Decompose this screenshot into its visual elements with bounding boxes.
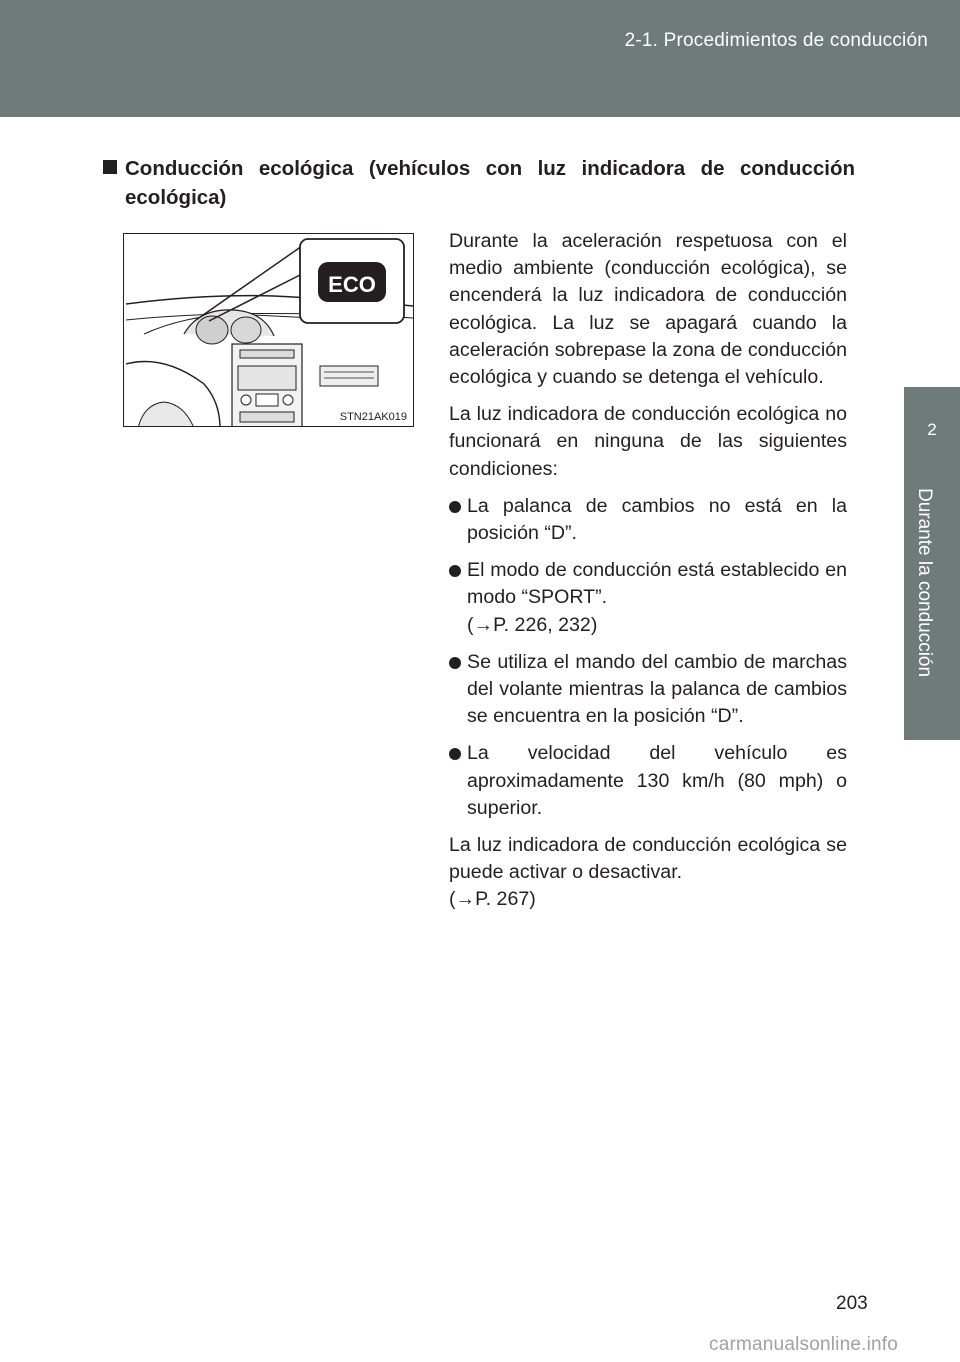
list-item-text: La velocidad del vehículo es aproximadamente 130 km/h (80 mph) o superior. <box>467 742 847 819</box>
bullet-dot-icon <box>449 565 461 577</box>
bullet-dot-icon <box>449 748 461 760</box>
paragraph-1: Durante la aceleración respetuosa con el medio ambiente (conducción ecológica), se encenderá la luz indicadora de conducción ecológica. La luz se apagará cuando la aceleración sobrepase la zona de conducción ecológica y cuando se detenga el vehículo. <box>449 230 847 389</box>
page-reference: (→P. 267) <box>449 888 536 911</box>
section-heading-text: Conducción ecológica (vehículos con luz indicadora de conducción ecológica) <box>125 157 855 209</box>
list-item <box>449 493 847 547</box>
section-heading <box>103 154 855 212</box>
body-text <box>449 228 847 924</box>
bullet-dot-icon <box>449 657 461 669</box>
paragraph-3 <box>449 832 847 914</box>
watermark: carmanualsonline.info <box>709 1334 899 1355</box>
chapter-title: 2-1. Procedimientos de conducción <box>624 30 928 51</box>
figure-code: STN21AK019 <box>339 411 407 423</box>
page-reference: (→P. 226, 232) <box>467 613 598 636</box>
eco-badge-text: ECO <box>328 272 376 297</box>
side-tab-label: Durante la conducción <box>914 488 935 678</box>
list-item-text: La palanca de cambios no está en la posición “D”. <box>467 494 847 545</box>
side-tab-number: 2 <box>927 420 937 439</box>
list-item <box>449 649 847 731</box>
page-number: 203 <box>836 1293 868 1314</box>
dashboard-illustration <box>123 233 414 427</box>
paragraph-3-text: La luz indicadora de conducción ecológica se puede activar o desactivar. <box>449 834 847 884</box>
list-item <box>449 740 847 822</box>
paragraph-2: La luz indicadora de conducción ecológica no funcionará en ninguna de las siguientes condiciones: <box>449 403 847 480</box>
list-item-text: Se utiliza el mando del cambio de marchas del volante mientras la palanca de cambios se encuentra en la posición “D”. <box>467 650 847 728</box>
list-item <box>449 557 847 639</box>
dashboard-drawing <box>124 234 414 427</box>
page-header <box>0 0 960 117</box>
bullet-dot-icon <box>449 501 461 513</box>
list-item-text: El modo de conducción está establecido en modo “SPORT”. <box>467 559 847 609</box>
